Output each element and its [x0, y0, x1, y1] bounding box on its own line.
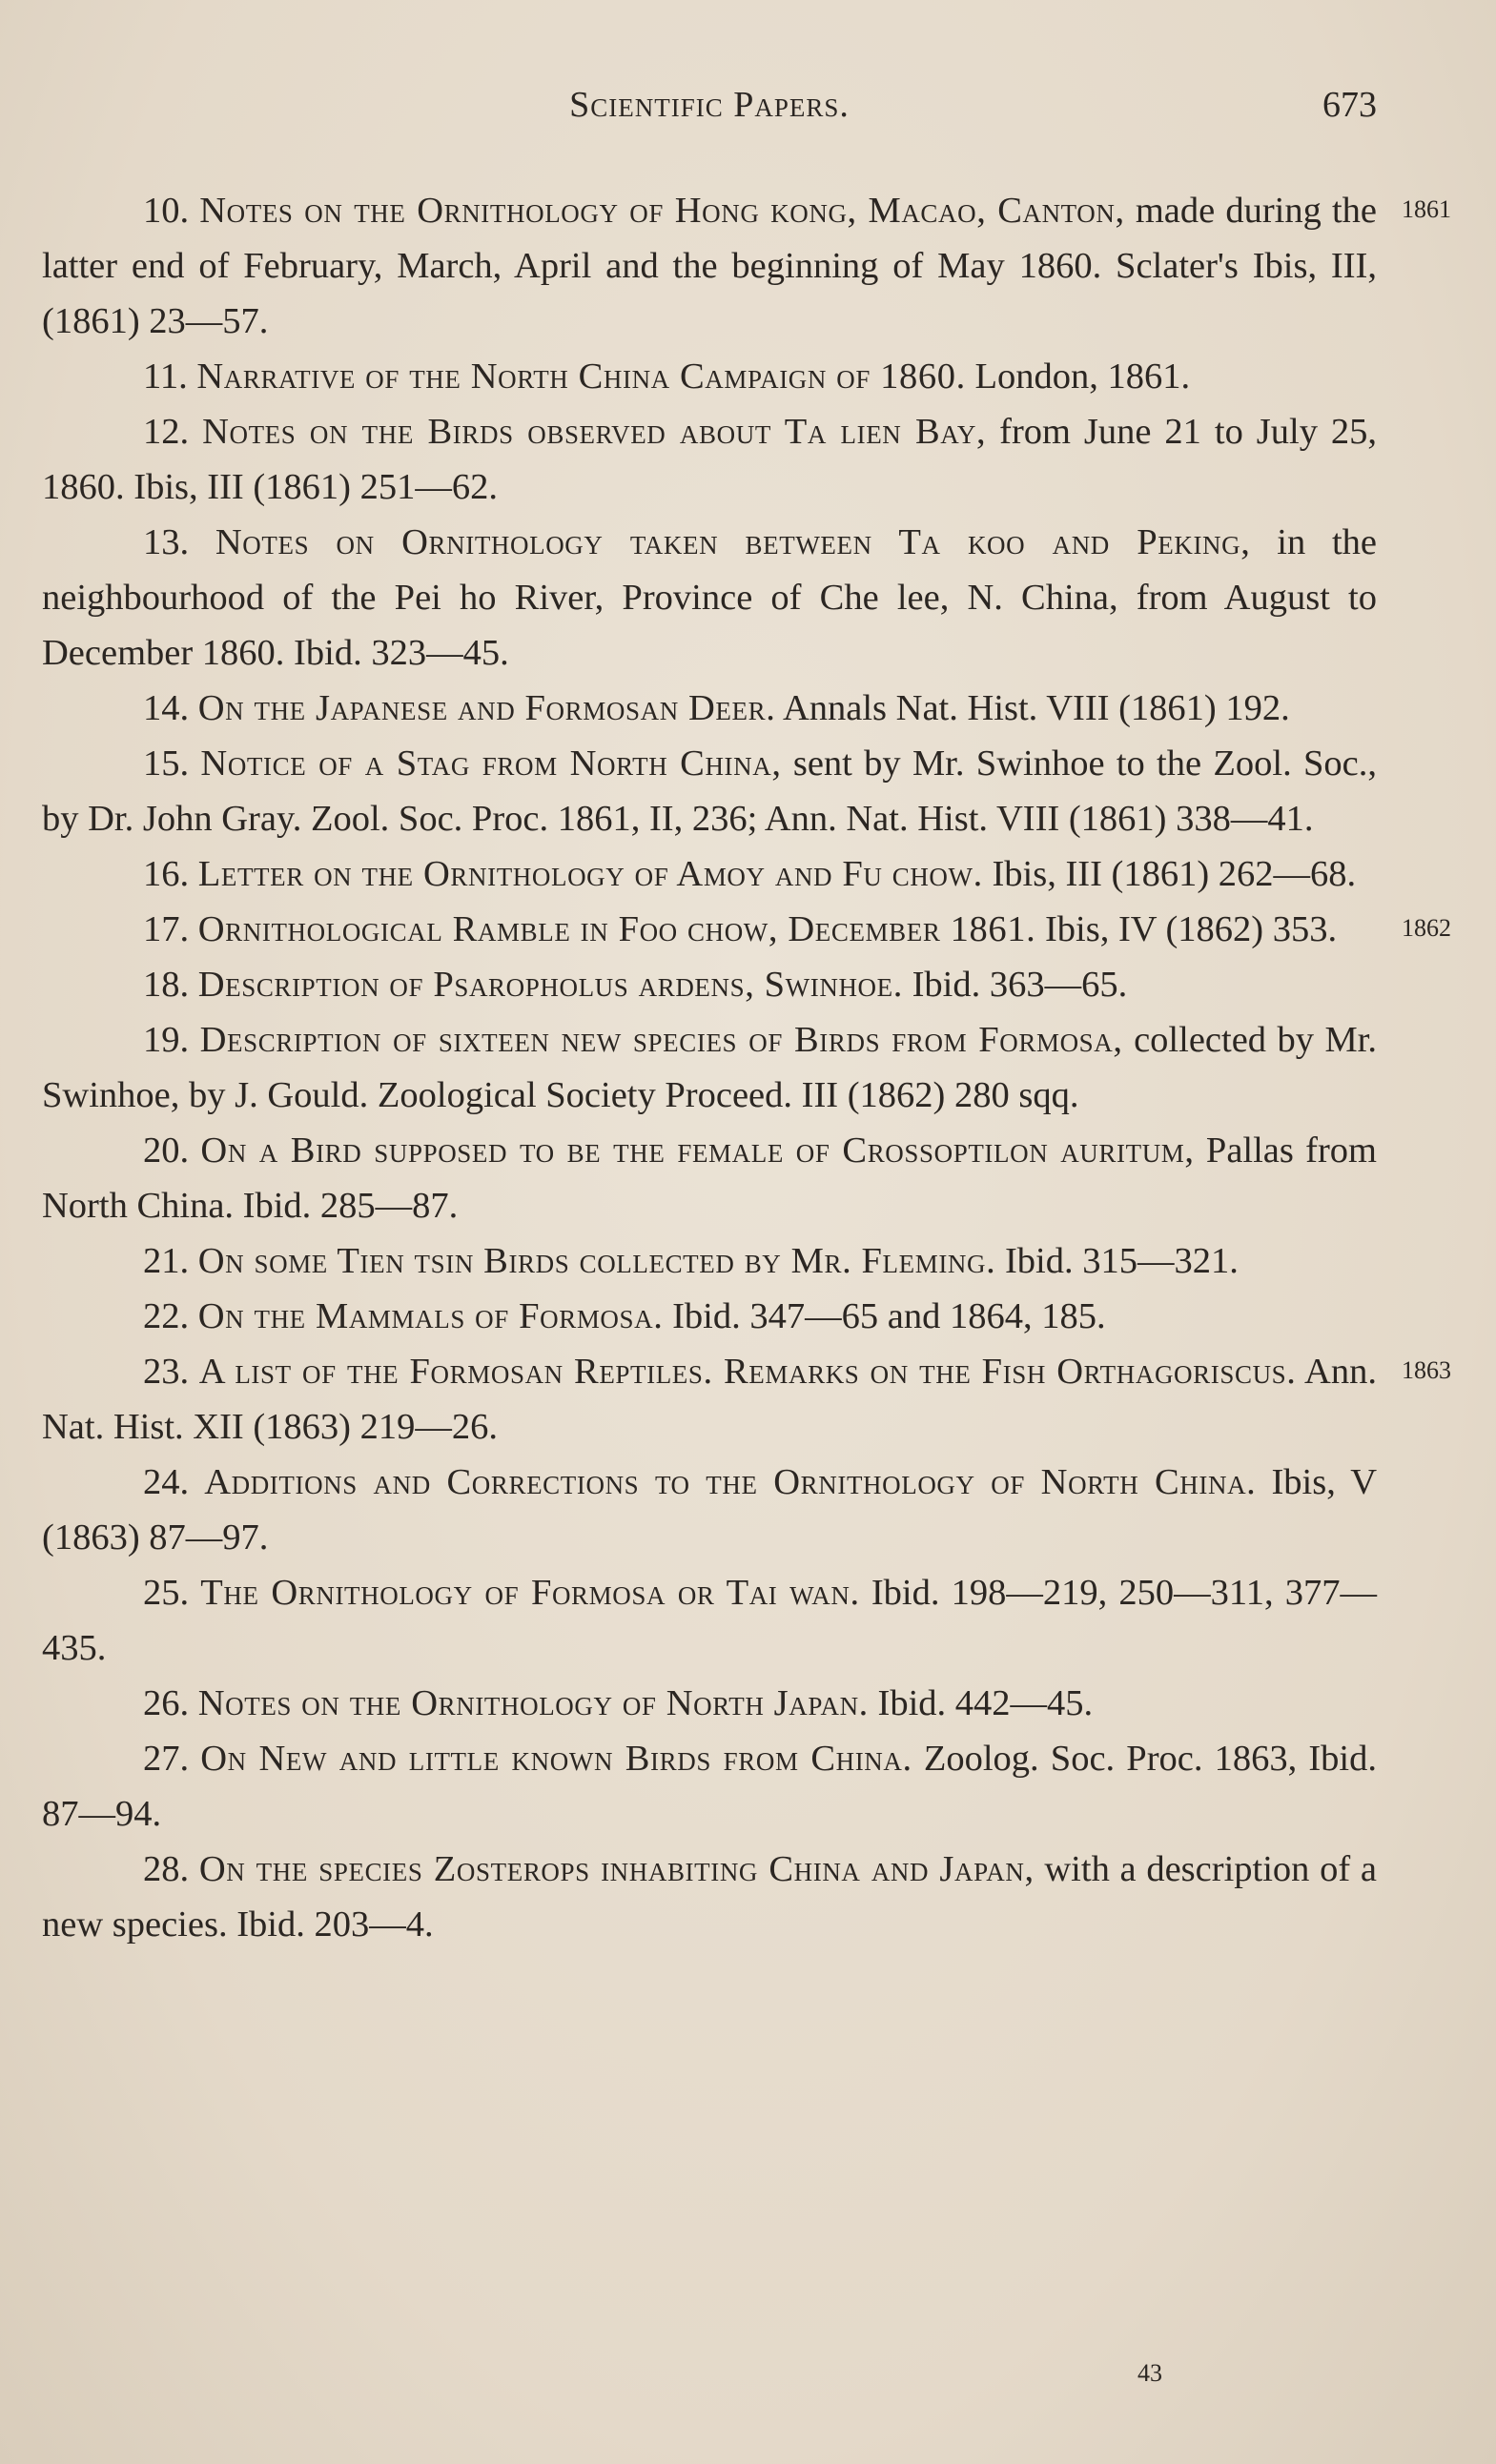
- entry-title: On a Bird supposed to be the female of Crossoptilon auritum,: [200, 1130, 1195, 1171]
- bibliography-entry: [42, 349, 1377, 404]
- entry-number: 16.: [143, 854, 190, 894]
- entry-title: On the species Zosterops inhabiting China and Japan,: [198, 1849, 1035, 1889]
- entry-citation: Ann. Nat. Hist. XII (1863) 219—26.: [42, 1352, 1377, 1447]
- bibliography-entry: [42, 681, 1377, 736]
- entry-number: 18.: [143, 965, 190, 1005]
- entry-title: A list of the Formosan Reptiles. Remarks on the Fish Orthagoriscus.: [198, 1352, 1297, 1392]
- entry-number: 21.: [143, 1241, 190, 1281]
- entry-citation: Ibid. 442—45.: [868, 1683, 1094, 1723]
- entry-title: Notes on the Ornithology of Hong kong, Macao, Canton,: [199, 191, 1125, 231]
- entry-citation: Ibis, IV (1862) 353.: [1035, 909, 1338, 949]
- entry-title: The Ornithology of Formosa or Tai wan.: [200, 1573, 860, 1613]
- entry-title: Notes on the Birds observed about Ta lien Bay,: [202, 412, 987, 452]
- entry-number: 28.: [143, 1849, 190, 1889]
- page-number: 673: [1322, 85, 1377, 125]
- margin-year: 1863: [1402, 1356, 1451, 1384]
- page-header: [42, 84, 1377, 137]
- entry-title: Notes on Ornithology taken between Ta koo and Peking,: [215, 522, 1251, 562]
- entry-number: 11.: [143, 356, 188, 397]
- entry-title: Description of sixteen new species of Birds from Formosa,: [199, 1020, 1123, 1060]
- entry-citation: in the neighbourhood of the Pei ho River, Province of Che lee, N. China, from August to December 1860. Ibid. 323—45.: [42, 522, 1377, 673]
- entry-number: 23.: [143, 1352, 190, 1392]
- entry-title: On the Mammals of Formosa.: [197, 1296, 664, 1336]
- bibliography-entry: [42, 1676, 1377, 1731]
- entry-title: On the Japanese and Formosan Deer.: [197, 688, 776, 728]
- bibliography-entry: [42, 1123, 1377, 1233]
- entry-number: 26.: [143, 1683, 190, 1723]
- entry-citation: made during the latter end of February, March, April and the beginning of May 1860. Sclater's Ibis, III, (1861) 23—57.: [42, 191, 1377, 341]
- entry-title: Notes on the Ornithology of North Japan.: [197, 1683, 869, 1723]
- entry-title: Ornithological Ramble in Foo chow, December 1861.: [197, 909, 1036, 949]
- entry-number: 24.: [143, 1462, 190, 1502]
- entry-number: 13.: [143, 522, 190, 562]
- signature-mark: 43: [1137, 2359, 1162, 2387]
- entry-citation: Ibid. 363—65.: [902, 965, 1128, 1005]
- entry-citation: London, 1861.: [965, 356, 1191, 397]
- bibliography-entry: [42, 1455, 1377, 1565]
- entry-number: 20.: [143, 1130, 190, 1171]
- entry-citation: Pallas from North China. Ibid. 285—87.: [42, 1130, 1377, 1226]
- bibliography-entry: [42, 1233, 1377, 1289]
- entry-citation: Ibis, III (1861) 262—68.: [982, 854, 1357, 894]
- entry-title: Narrative of the North China Campaign of 1860.: [196, 356, 966, 397]
- bibliography-entry: [42, 183, 1451, 349]
- bibliography-entry: [42, 1842, 1377, 1952]
- entry-citation: Ibis, V (1863) 87—97.: [42, 1462, 1378, 1558]
- entry-citation: collected by Mr. Swinhoe, by J. Gould. Zoological Society Proceed. III (1862) 280 sqq.: [42, 1020, 1378, 1115]
- bibliography-entry: [42, 846, 1377, 902]
- bibliography-entry: [42, 1344, 1451, 1455]
- bibliography-entry: [42, 902, 1451, 957]
- margin-year: 1862: [1402, 914, 1451, 942]
- entry-citation: Zoolog. Soc. Proc. 1863, Ibid. 87—94.: [42, 1739, 1377, 1834]
- bibliography-entry: [42, 957, 1377, 1012]
- entry-number: 15.: [143, 743, 190, 784]
- running-title: Scientific Papers.: [569, 85, 850, 125]
- entry-number: 22.: [143, 1296, 190, 1336]
- bibliography-entry: [42, 1565, 1377, 1676]
- entry-number: 10.: [143, 191, 190, 231]
- bibliography-entry: [42, 1731, 1377, 1842]
- entry-number: 17.: [143, 909, 190, 949]
- entry-citation: sent by Mr. Swinhoe to the Zool. Soc., by Dr. John Gray. Zool. Soc. Proc. 1861, II, 236; Ann. Nat. Hist. VIII (1861) 338—41.: [42, 743, 1377, 839]
- entry-title: Description of Psaropholus ardens, Swinhoe.: [197, 965, 903, 1005]
- entry-title: Additions and Corrections to the Ornithology of North China.: [204, 1462, 1257, 1502]
- entry-number: 12.: [143, 412, 190, 452]
- bibliography-entry: [42, 404, 1377, 515]
- entry-number: 27.: [143, 1739, 190, 1779]
- bibliography-entry: [42, 1289, 1377, 1344]
- bibliography-list: [42, 183, 1451, 1952]
- bibliography-entry: [42, 736, 1377, 846]
- bibliography-entry: [42, 515, 1377, 681]
- entry-number: 19.: [143, 1020, 190, 1060]
- entry-title: On New and little known Birds from China.: [200, 1739, 912, 1779]
- entry-citation: Annals Nat. Hist. VIII (1861) 192.: [775, 688, 1290, 728]
- entry-citation: Ibid. 315—321.: [995, 1241, 1239, 1281]
- entry-title: On some Tien tsin Birds collected by Mr. Fleming.: [197, 1241, 996, 1281]
- margin-year: 1861: [1402, 195, 1451, 223]
- entry-title: Notice of a Stag from North China,: [200, 743, 782, 784]
- entry-citation: Ibid. 198—219, 250—311, 377—435.: [42, 1573, 1377, 1668]
- entry-citation: from June 21 to July 25, 1860. Ibis, III (1861) 251—62.: [42, 412, 1378, 507]
- entry-citation: Ibid. 347—65 and 1864, 185.: [663, 1296, 1106, 1336]
- entry-number: 25.: [143, 1573, 190, 1613]
- entry-title: Letter on the Ornithology of Amoy and Fu chow.: [197, 854, 983, 894]
- bibliography-entry: [42, 1012, 1377, 1123]
- entry-citation: with a description of a new species. Ibid. 203—4.: [42, 1849, 1377, 1945]
- entry-number: 14.: [143, 688, 190, 728]
